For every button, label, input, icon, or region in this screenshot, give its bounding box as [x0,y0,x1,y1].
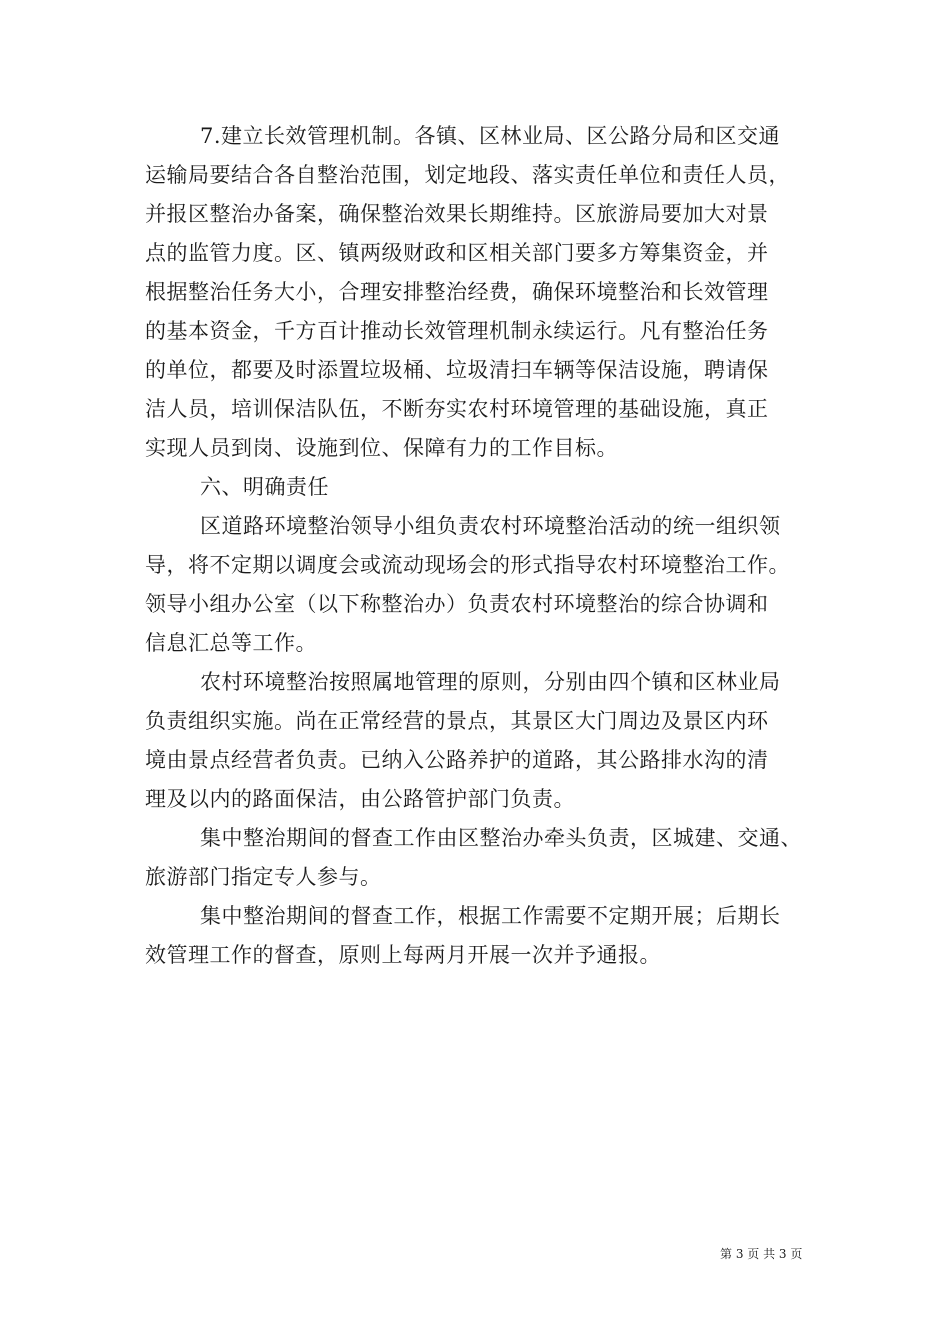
text-line: 农村环境整治按照属地管理的原则，分别由四个镇和区林业局 [200,670,781,694]
text-line: 旅游部门指定专人参与。 [145,865,382,889]
text-line: 负责组织实施。尚在正常经营的景点，其景区大门周边及景区内环 [145,709,769,733]
text-line: 运输局要结合各自整治范围，划定地段、落实责任单位和责任人员， [145,163,790,187]
section-heading: 六、明确责任 [200,475,329,499]
document-body [145,117,815,975]
text-line: 集中整治期间的督查工作，根据工作需要不定期开展；后期长 [200,904,781,928]
text-line: 的基本资金，千方百计推动长效管理机制永续运行。凡有整治任务 [145,319,769,343]
text-line: 实现人员到岗、设施到位、保障有力的工作目标。 [145,436,618,460]
text-line: 集中整治期间的督查工作由区整治办牵头负责，区城建、交通、 [200,826,802,850]
text-line: 效管理工作的督查，原则上每两月开展一次并予通报。 [145,943,661,967]
text-line: 7.建立长效管理机制。各镇、区林业局、区公路分局和区交通 [200,124,781,148]
text-line: 区道路环境整治领导小组负责农村环境整治活动的统一组织领 [200,514,781,538]
text-line: 的单位，都要及时添置垃圾桶、垃圾清扫车辆等保洁设施，聘请保 [145,358,769,382]
text-line: 洁人员，培训保洁队伍，不断夯实农村环境管理的基础设施，真正 [145,397,769,421]
text-line: 信息汇总等工作。 [145,631,317,655]
page-number: 第 3 页 共 3 页 [720,1247,803,1261]
text-line: 根据整治任务大小，合理安排整治经费，确保环境整治和长效管理 [145,280,769,304]
text-line: 点的监管力度。区、镇两级财政和区相关部门要多方筹集资金，并 [145,241,769,265]
text-line: 境由景点经营者负责。已纳入公路养护的道路，其公路排水沟的清 [145,748,769,772]
text-line: 理及以内的路面保洁，由公路管护部门负责。 [145,787,575,811]
text-line: 并报区整治办备案，确保整治效果长期维持。区旅游局要加大对景 [145,202,769,226]
text-line: 导，将不定期以调度会或流动现场会的形式指导农村环境整治工作。 [145,553,790,577]
text-line: 领导小组办公室（以下称整治办）负责农村环境整治的综合协调和 [145,592,769,616]
